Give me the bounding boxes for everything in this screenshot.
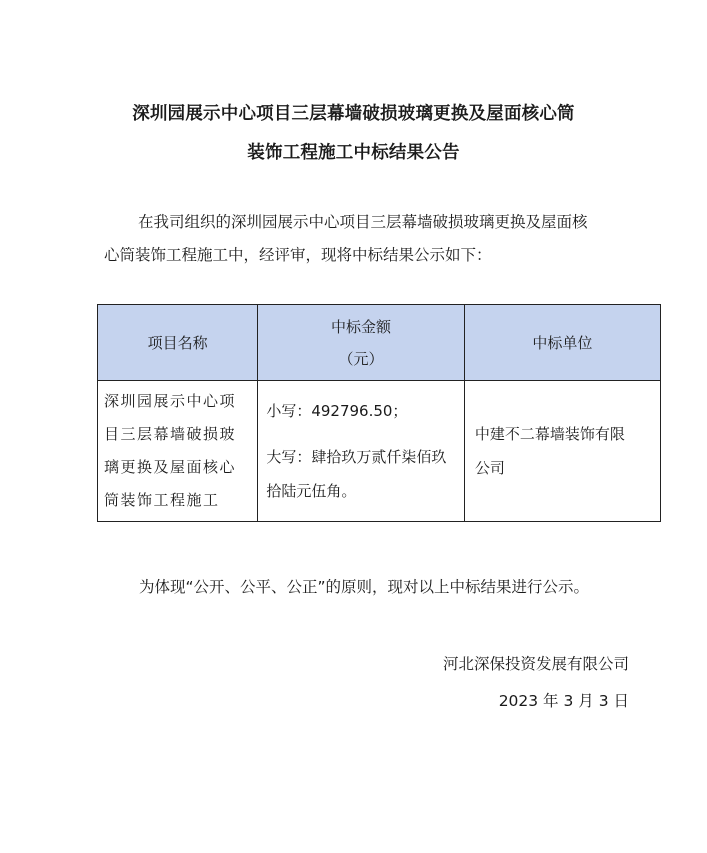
closing-paragraph: 为体现“公开、公平、公正”的原则，现对以上中标结果进行公示。 [139, 578, 590, 596]
notice-title-line1: 深圳园展示中心项目三层幕墙破损玻璃更换及屋面核心筒 [132, 104, 575, 124]
project-name-line: 目三层幕墙破损玻 [104, 425, 237, 443]
header-bid-amount [258, 305, 465, 381]
intro-line1: 在我司组织的深圳园展示中心项目三层幕墙破损玻璃更换及屋面核 [138, 213, 588, 231]
cell-winning-unit [464, 381, 660, 522]
amount-big-line2: 拾陆元伍角。 [266, 482, 357, 500]
header-winning-unit: 中标单位 [464, 305, 660, 381]
header-project-name: 项目名称 [98, 305, 258, 381]
project-name-line: 筒装饰工程施工 [104, 491, 220, 509]
unit-line1: 中建不二幕墙装饰有限 [474, 425, 625, 443]
cell-project-name [98, 381, 258, 522]
table-row [98, 381, 661, 522]
header-amount-label: 中标金额 [331, 317, 392, 336]
project-name-line: 璃更换及屋面核心 [104, 458, 237, 476]
intro-line2: 心筒装饰工程施工中，经评审，现将中标结果公示如下： [104, 246, 492, 264]
table-header-row [98, 305, 661, 381]
cell-bid-amount [258, 381, 465, 522]
amount-big-line1: 大写：肆拾玖万贰仟柒佰玖 [266, 448, 447, 466]
project-name-line: 深圳园展示中心项 [104, 392, 237, 410]
unit-line2: 公司 [474, 459, 505, 477]
notice-title-line2: 装饰工程施工中标结果公告 [247, 143, 460, 163]
intro-paragraph [104, 206, 644, 272]
signature-company: 河北深保投资发展有限公司 [442, 655, 629, 673]
result-table [97, 304, 661, 522]
amount-small: 小写：492796.50； [266, 402, 408, 420]
signature-date: 2023 年 3 月 3 日 [498, 692, 629, 710]
header-amount-unit: （元） [338, 349, 384, 368]
